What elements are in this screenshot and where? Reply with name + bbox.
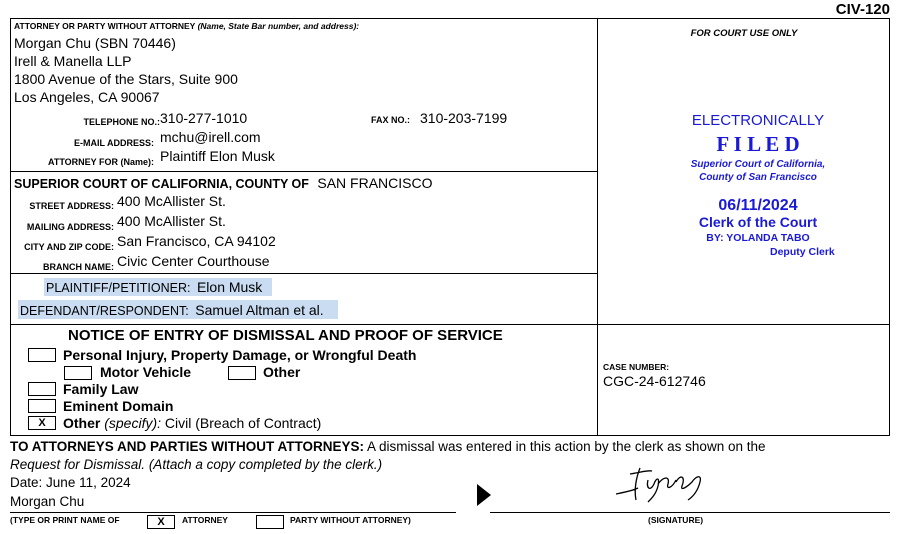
- telephone-value: 310-277-1010: [160, 110, 248, 126]
- case-number-label: CASE NUMBER:: [603, 362, 670, 372]
- city-label: CITY AND ZIP CODE:: [24, 242, 114, 252]
- rule-parties: [10, 324, 890, 325]
- label-family-law: Family Law: [63, 381, 139, 397]
- checkbox-motor-vehicle[interactable]: [64, 366, 92, 380]
- other-row: [63, 415, 321, 431]
- rule-attorney: [10, 171, 597, 172]
- plaintiff-value: Elon Musk: [196, 279, 263, 295]
- printed-name: Morgan Chu: [10, 494, 85, 509]
- plaintiff-row: [46, 279, 262, 295]
- attorney-header: [14, 21, 359, 31]
- stamp-by: BY: YOLANDA TABO: [706, 232, 810, 244]
- attorney-line: Irell & Manella LLP: [14, 53, 132, 69]
- fax-value: 310-203-7199: [420, 110, 508, 126]
- notice-title: NOTICE OF ENTRY OF DISMISSAL AND PROOF OF SERVICE: [68, 327, 503, 344]
- branch-label-wrap: [14, 257, 114, 275]
- other-value: Civil (Breach of Contract): [164, 415, 322, 431]
- checkbox-other[interactable]: X: [28, 416, 56, 430]
- stamp-filed: F I L E D: [716, 132, 800, 156]
- party-label: PARTY WITHOUT ATTORNEY): [290, 515, 411, 525]
- mailing-label-wrap: [14, 217, 114, 235]
- mailing-label: MAILING ADDRESS:: [26, 222, 114, 232]
- notice-body-line1: [10, 439, 766, 454]
- signature-image: [612, 462, 712, 506]
- stamp-clerk: Clerk of the Court: [698, 214, 818, 230]
- email-label: E-MAIL ADDRESS:: [73, 138, 154, 148]
- date-value: June 11, 2024: [46, 475, 131, 490]
- fax-label: FAX NO.:: [371, 115, 411, 125]
- mailing-value: 400 McAllister St.: [117, 213, 226, 229]
- checkbox-family-law[interactable]: [28, 382, 56, 396]
- type-name-label: (TYPE OR PRINT NAME OF: [10, 515, 120, 525]
- defendant-value: Samuel Altman et al.: [195, 302, 324, 318]
- stamp-deputy: Deputy Clerk: [770, 246, 835, 258]
- stamp-electronically: ELECTRONICALLY: [691, 112, 825, 129]
- street-label-wrap: [14, 196, 114, 214]
- checkbox-personal-injury[interactable]: [28, 348, 56, 362]
- checkbox-party-without-attorney[interactable]: [256, 515, 284, 529]
- checkbox-other-sub[interactable]: [228, 366, 256, 380]
- telephone-label: TELEPHONE NO.:: [83, 117, 160, 127]
- attorney-header-note: (Name, State Bar number, and address):: [197, 21, 360, 31]
- body-heading: TO ATTORNEYS AND PARTIES WITHOUT ATTORNEYS:: [10, 439, 365, 454]
- stamp-county: County of San Francisco: [699, 172, 817, 183]
- stamp-date: 06/11/2024: [718, 197, 798, 214]
- label-other: Other: [63, 415, 101, 431]
- name-line: [10, 512, 456, 513]
- email-value: mchu@irell.com: [160, 129, 261, 145]
- body-text1: A dismissal was entered in this action by the clerk as shown on the: [367, 439, 766, 454]
- signature-line: [490, 512, 890, 513]
- attorney-label: ATTORNEY: [182, 515, 228, 525]
- defendant-row: [20, 302, 324, 318]
- court-county: SAN FRANCISCO: [317, 175, 433, 191]
- label-other-specify: (specify):: [104, 415, 162, 431]
- attorney-line: Morgan Chu (SBN 70446): [14, 35, 176, 51]
- attorney-for-label: ATTORNEY FOR (Name):: [47, 157, 154, 167]
- date-row: [10, 475, 131, 490]
- branch-label: BRANCH NAME:: [43, 262, 114, 272]
- court-header-text: SUPERIOR COURT OF CALIFORNIA, COUNTY OF: [14, 177, 309, 191]
- body-text3: (Attach a copy completed by the clerk.): [148, 457, 383, 472]
- label-motor-vehicle: Motor Vehicle: [100, 364, 192, 380]
- telephone-label-wrap: [60, 112, 160, 130]
- label-other-sub: Other: [263, 364, 301, 380]
- attorney-address: [14, 34, 238, 106]
- court-use-label: FOR COURT USE ONLY: [690, 28, 798, 39]
- arrow-icon: [476, 483, 492, 507]
- case-number-value: CGC-24-612746: [603, 373, 706, 389]
- city-label-wrap: [12, 237, 114, 255]
- plaintiff-label: PLAINTIFF/PETITIONER:: [46, 281, 191, 295]
- signature-label: (SIGNATURE): [648, 515, 704, 525]
- body-text2: Request for Dismissal.: [10, 457, 146, 472]
- defendant-label: DEFENDANT/RESPONDENT:: [20, 304, 189, 318]
- checkbox-attorney[interactable]: X: [147, 515, 175, 529]
- form-id: CIV-120: [835, 1, 890, 18]
- notice-body-line2: [10, 457, 382, 472]
- attorney-header-text: ATTORNEY OR PARTY WITHOUT ATTORNEY: [14, 21, 196, 31]
- label-personal-injury: Personal Injury, Property Damage, or Wrongful Death: [63, 347, 417, 363]
- label-eminent-domain: Eminent Domain: [63, 398, 174, 414]
- checkbox-eminent-domain[interactable]: [28, 399, 56, 413]
- city-value: San Francisco, CA 94102: [117, 233, 276, 249]
- branch-value: Civic Center Courthouse: [117, 253, 270, 269]
- stamp-court: Superior Court of California,: [690, 159, 826, 170]
- attorney-for-label-wrap: [20, 152, 154, 170]
- attorney-for-value: Plaintiff Elon Musk: [160, 148, 275, 164]
- email-label-wrap: [40, 133, 154, 151]
- court-header: [14, 175, 433, 193]
- street-value: 400 McAllister St.: [117, 193, 226, 209]
- attorney-line: Los Angeles, CA 90067: [14, 89, 160, 105]
- attorney-line: 1800 Avenue of the Stars, Suite 900: [14, 71, 238, 87]
- street-label: STREET ADDRESS:: [29, 201, 114, 211]
- date-label: Date:: [10, 475, 43, 490]
